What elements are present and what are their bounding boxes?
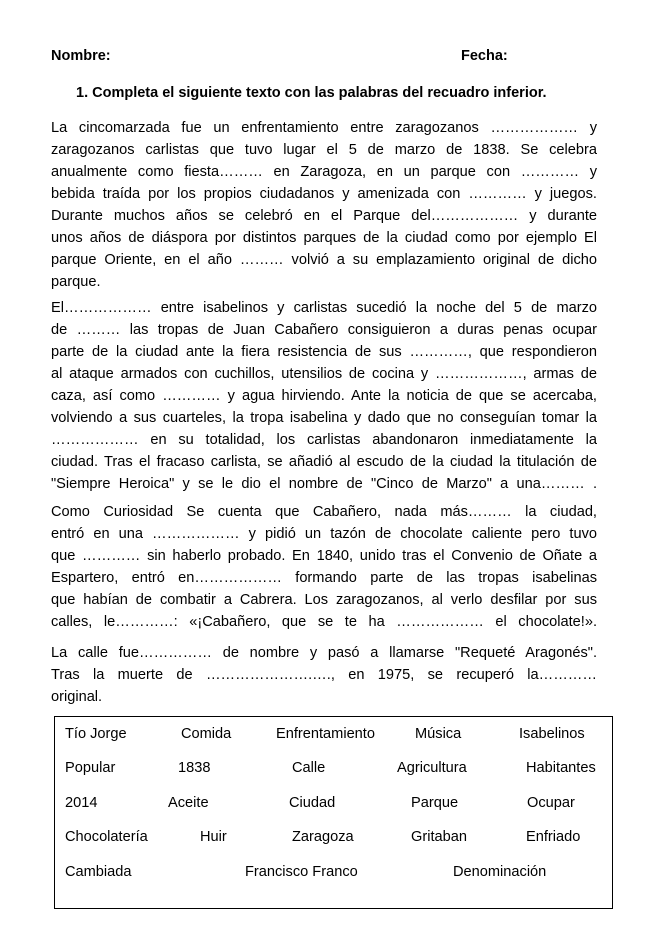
word-bank-item: Gritaban: [411, 829, 467, 845]
word-bank-item: Popular: [65, 760, 116, 776]
text-line: bebida traída por los propios ciudadanos y amenizada con ………… y juegos.: [51, 186, 597, 202]
text-line: caza, así como ………… y agua hirviendo. Ante la noticia de que se acercaba,: [51, 388, 597, 404]
text-line: anualmente como fiesta……… en Zaragoza, en un parque con ………… y: [51, 164, 597, 180]
word-bank-item: Francisco Franco: [245, 864, 358, 880]
word-bank-item: Calle: [292, 760, 326, 776]
text-line: parte de la ciudad ante la fiera resistencia de sus …………, que respondieron: [51, 344, 597, 360]
text-line: unos años de diáspora por distintos parques de la ciudad como por ejemplo El: [51, 230, 597, 246]
text-line: ……………… en su totalidad, los carlistas abandonaron inmediatamente la: [51, 432, 597, 448]
text-line: El……………… entre isabelinos y carlistas sucedió la noche del 5 de marzo: [51, 300, 597, 316]
word-bank-item: 2014: [65, 795, 98, 811]
text-line: que habían de combatir a Cabrera. Los zaragozanos, al verlo desfilar por sus: [51, 592, 597, 608]
text-line: "Siempre Heroica" y se le dio el nombre de "Cinco de Marzo" a una……… .: [51, 476, 597, 492]
word-bank-item: Aceite: [168, 795, 209, 811]
text-line: original.: [51, 689, 103, 705]
text-line: Como Curiosidad Se cuenta que Cabañero, nada más……… la ciudad,: [51, 504, 597, 520]
text-line: La cincomarzada fue un enfrentamiento entre zaragozanos ……………… y: [51, 120, 597, 136]
word-bank-item: Tío Jorge: [65, 726, 127, 742]
word-bank-item: Huir: [200, 829, 227, 845]
word-bank-item: Enfriado: [526, 829, 581, 845]
text-line: que ………… sin haberlo probado. En 1840, unido tras el Convenio de Oñate a: [51, 548, 597, 564]
word-bank-item: Comida: [181, 726, 232, 742]
instruction: 1. Completa el siguiente texto con las palabras del recuadro inferior.: [76, 85, 547, 101]
word-bank-item: Parque: [411, 795, 459, 811]
word-bank-item: Isabelinos: [519, 726, 585, 742]
word-bank-item: Chocolatería: [65, 829, 148, 845]
word-bank-item: Zaragoza: [292, 829, 354, 845]
text-line: parque.: [51, 274, 101, 290]
word-bank-item: Agricultura: [397, 760, 467, 776]
text-line: ciudad. Tras el fracaso carlista, se añadió al escudo de la ciudad la titulación de: [51, 454, 597, 470]
text-line: al ataque armados con cuchillos, utensilios de cocina y ………………, armas de: [51, 366, 597, 382]
word-bank-item: Ciudad: [289, 795, 336, 811]
text-line: volviendo a sus cuarteles, la tropa isabelina y dado que no conseguían tomar la: [51, 410, 597, 426]
paragraph-4: [51, 642, 597, 708]
text-line: Espartero, entró en……………… formando parte de las tropas isabelinas: [51, 570, 597, 586]
word-bank-item: Cambiada: [65, 864, 132, 880]
text-line: entró en una ……………… y pidió un tazón de chocolate caliente pero tuvo: [51, 526, 597, 542]
word-bank-item: Habitantes: [526, 760, 596, 776]
word-bank-item: Ocupar: [527, 795, 575, 811]
text-line: Durante muchos años se celebró en el Parque del……………… y durante: [51, 208, 597, 224]
text-line: calles, le…………: «¡Cabañero, que se te ha ……………… el chocolate!».: [51, 614, 597, 630]
word-bank-box: [54, 716, 613, 909]
text-line: La calle fue…………… de nombre y pasó a llamarse "Requeté Aragonés".: [51, 645, 597, 661]
paragraph-2: [51, 297, 597, 495]
word-bank-item: Enfrentamiento: [276, 726, 375, 742]
paragraph-3: [51, 501, 597, 633]
paragraph-1: [51, 117, 597, 293]
text-line: parque Oriente, en el año ……… volvió a su emplazamiento original de dicho: [51, 252, 597, 268]
text-line: Tras la muerte de ………………….…., en 1975, se recuperó la…………: [51, 667, 597, 683]
word-bank-item: Denominación: [453, 864, 547, 880]
word-bank-item: Música: [415, 726, 462, 742]
date-label: Fecha:: [461, 48, 508, 64]
word-bank-item: 1838: [178, 760, 211, 776]
text-line: de ……… las tropas de Juan Cabañero consiguieron a duras penas ocupar: [51, 322, 597, 338]
name-label: Nombre:: [51, 48, 111, 64]
text-line: zaragozanos carlistas que tuvo lugar el 5 de marzo de 1838. Se celebra: [51, 142, 597, 158]
